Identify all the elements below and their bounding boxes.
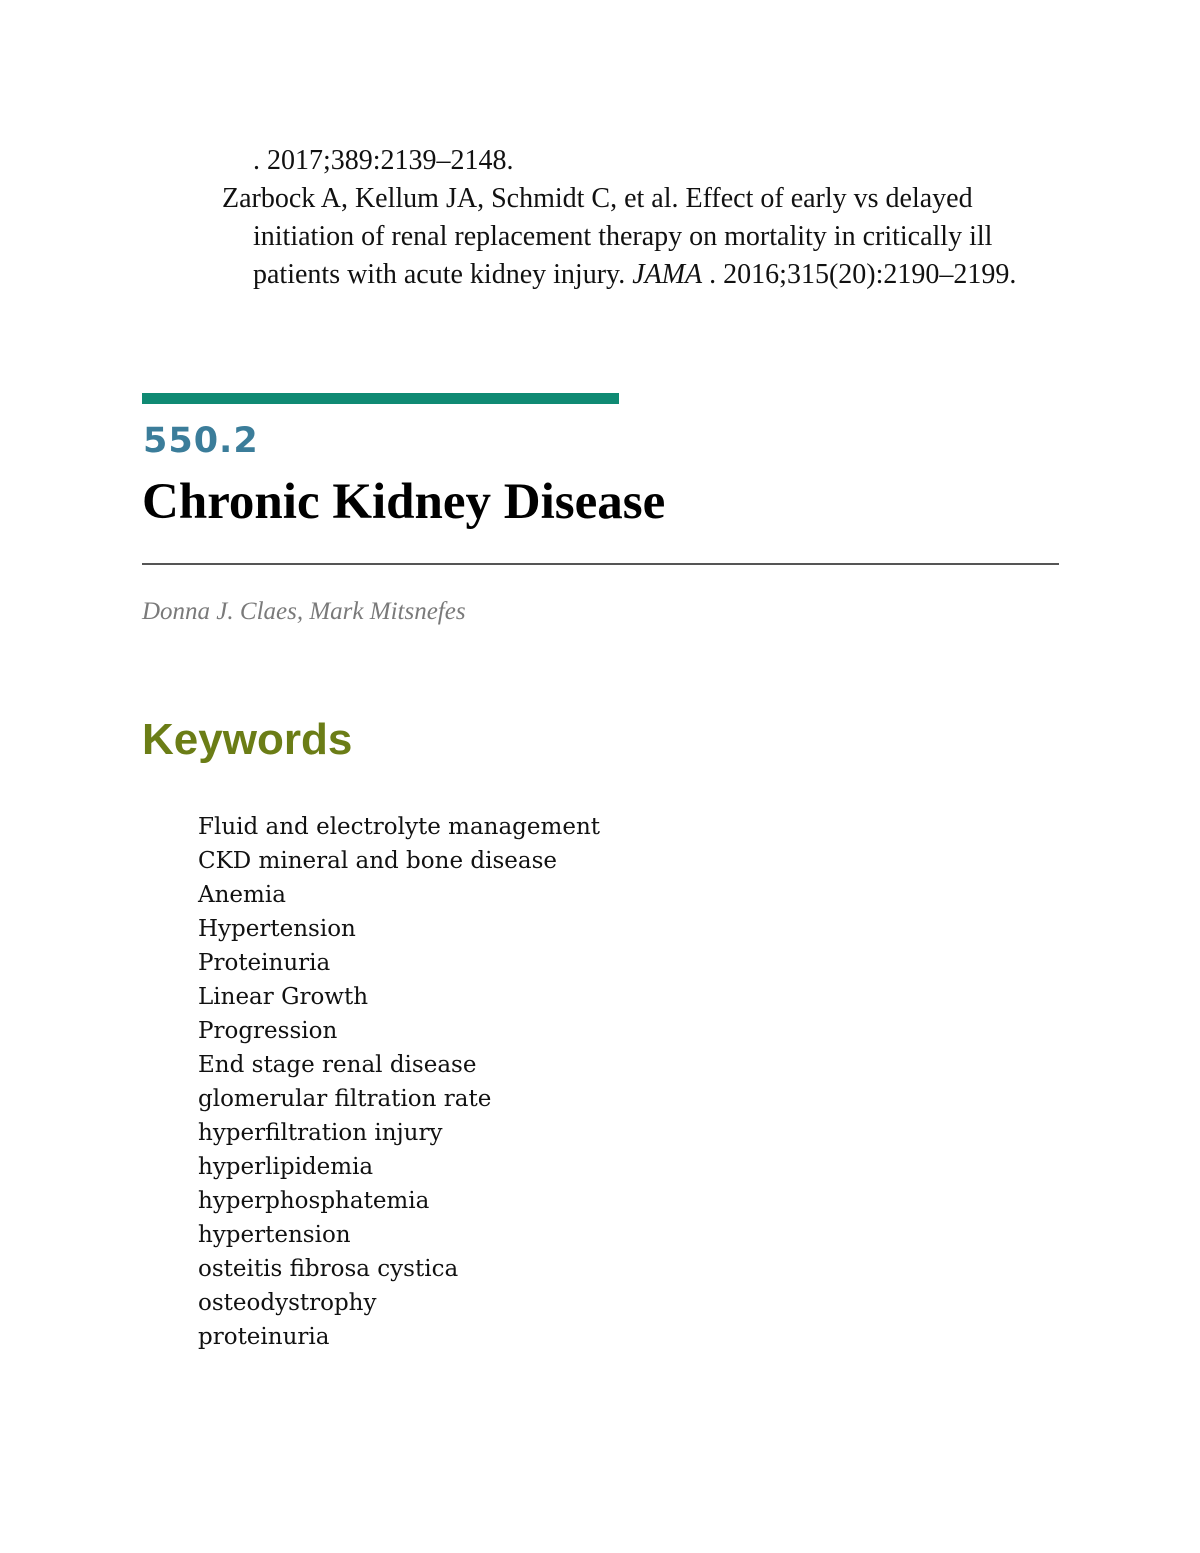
keyword-item: Hypertension (198, 916, 356, 942)
chapter-authors: Donna J. Claes, Mark Mitsnefes (142, 598, 466, 625)
keyword-item: hyperfiltration injury (198, 1120, 443, 1146)
chapter-accent-bar (142, 393, 619, 404)
reference-text: Zarbock A, Kellum JA, Schmidt C, et al. Effect of early vs delayed initiation of renal replacement therapy on mortality in critically ill patients with acute kidney injury. (222, 183, 993, 290)
keyword-item: Progression (198, 1018, 338, 1044)
reference-journal: JAMA (632, 259, 703, 290)
reference-tail: . 2017;389:2139–2148. (253, 145, 514, 176)
keyword-item: Linear Growth (198, 984, 369, 1010)
keyword-item: hyperphosphatemia (198, 1188, 430, 1214)
title-divider (142, 563, 1059, 565)
keyword-item: hyperlipidemia (198, 1154, 374, 1180)
reference-list (222, 142, 1042, 294)
keyword-item: End stage renal disease (198, 1052, 477, 1078)
keyword-item: Proteinuria (198, 950, 331, 976)
keyword-item: Anemia (198, 882, 286, 908)
chapter-number: 550.2 (143, 421, 259, 461)
keywords-heading: Keywords (142, 715, 353, 764)
reference-entry (222, 180, 1042, 294)
keyword-item: glomerular filtration rate (198, 1086, 492, 1112)
keyword-item: CKD mineral and bone disease (198, 848, 557, 874)
chapter-title: Chronic Kidney Disease (142, 474, 666, 530)
keyword-item: osteitis fibrosa cystica (198, 1256, 459, 1282)
keywords-list (198, 810, 600, 1354)
reference-citation: . 2016;315(20):2190–2199. (702, 259, 1017, 290)
keyword-item: proteinuria (198, 1324, 330, 1350)
keyword-item: Fluid and electrolyte management (198, 814, 600, 840)
keyword-item: osteodystrophy (198, 1290, 377, 1316)
keyword-item: hypertension (198, 1222, 351, 1248)
